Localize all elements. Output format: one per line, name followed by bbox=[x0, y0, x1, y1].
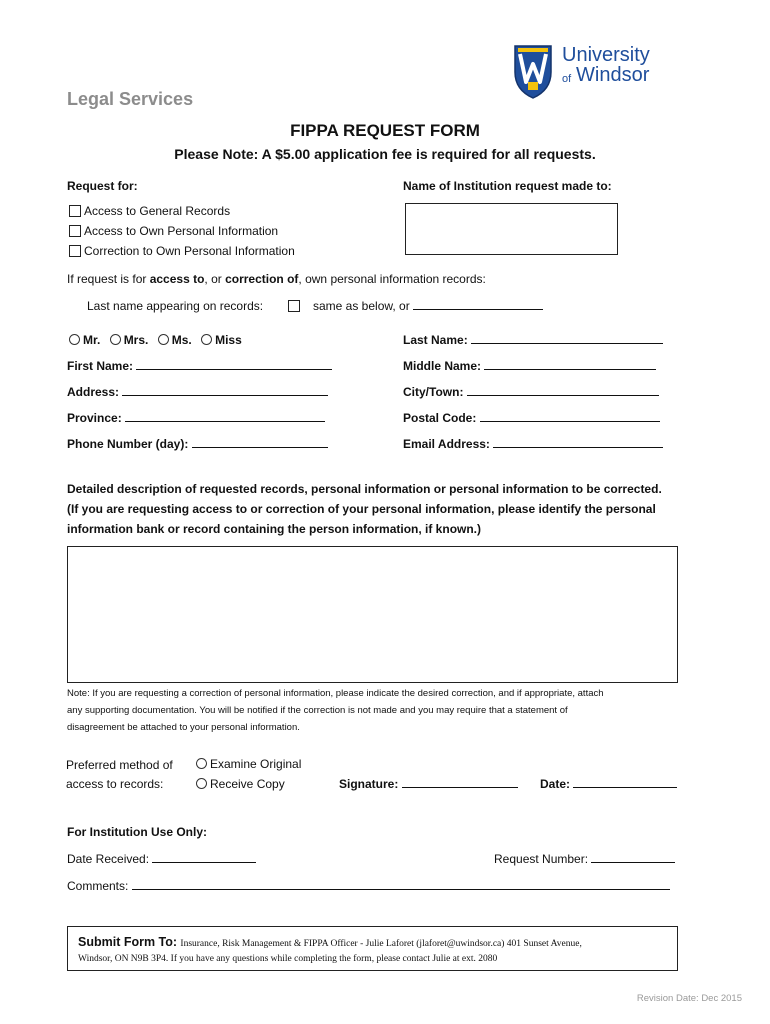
radio-examine-original[interactable] bbox=[196, 758, 207, 769]
intro-text-3: , own personal information records: bbox=[298, 272, 486, 286]
postal-label: Postal Code: bbox=[403, 411, 477, 425]
middle-name-input[interactable] bbox=[484, 359, 656, 370]
first-name-field bbox=[67, 359, 332, 373]
checkbox-general-records[interactable] bbox=[69, 205, 81, 217]
receive-copy-label: Receive Copy bbox=[210, 777, 285, 791]
note-line-1: Note: If you are requesting a correction of personal information, please indicate the desired correction, and if appropriate, attach bbox=[67, 688, 604, 699]
option-own-label: Access to Own Personal Information bbox=[84, 224, 279, 238]
request-option-own[interactable] bbox=[69, 224, 278, 238]
email-label: Email Address: bbox=[403, 437, 490, 451]
same-as-below-checkbox[interactable] bbox=[288, 300, 300, 312]
title-mrs[interactable] bbox=[110, 333, 149, 347]
description-line-2: (If you are requesting access to or correction of your personal information, please identify the personal bbox=[67, 502, 656, 516]
address-label: Address: bbox=[67, 385, 120, 399]
request-option-correction[interactable] bbox=[69, 244, 295, 258]
city-label: City/Town: bbox=[403, 385, 464, 399]
province-field bbox=[67, 411, 325, 425]
first-name-label: First Name: bbox=[67, 359, 134, 373]
radio-miss[interactable] bbox=[201, 334, 212, 345]
signature-field bbox=[339, 777, 518, 791]
revision-date: Revision Date: Dec 2015 bbox=[636, 993, 742, 1004]
title-miss[interactable] bbox=[201, 333, 242, 347]
phone-field bbox=[67, 437, 328, 451]
phone-label: Phone Number (day): bbox=[67, 437, 189, 451]
request-number-label: Request Number: bbox=[494, 852, 589, 866]
university-logo bbox=[512, 42, 652, 100]
submit-address-1: Insurance, Risk Management & FIPPA Officer - Julie Laforet (jlaforet@uwindsor.ca) 401 Sunset Avenue, bbox=[180, 939, 582, 949]
option-general-label: Access to General Records bbox=[84, 204, 231, 218]
fee-note: Please Note: A $5.00 application fee is required for all requests. bbox=[174, 146, 596, 162]
submit-label: Submit Form To: bbox=[78, 935, 178, 949]
request-option-general[interactable] bbox=[69, 204, 230, 218]
university-crest-icon bbox=[512, 42, 554, 100]
date-input[interactable] bbox=[573, 777, 677, 788]
city-input[interactable] bbox=[467, 385, 659, 396]
comments-input[interactable] bbox=[132, 879, 670, 890]
signature-input[interactable] bbox=[402, 777, 518, 788]
first-name-input[interactable] bbox=[136, 359, 332, 370]
description-line-3: information bank or record containing the person information, if known.) bbox=[67, 522, 482, 536]
radio-mrs[interactable] bbox=[110, 334, 121, 345]
province-label: Province: bbox=[67, 411, 122, 425]
submit-line-2: Windsor, ON N9B 3P4. If you have any questions while completing the form, please contact Julie at ext. 2080 bbox=[78, 954, 498, 964]
radio-receive-copy[interactable] bbox=[196, 778, 207, 789]
institution-use-title: For Institution Use Only: bbox=[67, 825, 207, 839]
request-number-input[interactable] bbox=[591, 852, 675, 863]
date-received-input[interactable] bbox=[152, 852, 256, 863]
postal-input[interactable] bbox=[480, 411, 660, 422]
form-title: FIPPA REQUEST FORM bbox=[290, 121, 480, 140]
radio-mr[interactable] bbox=[69, 334, 80, 345]
date-field bbox=[540, 777, 677, 791]
checkbox-correction[interactable] bbox=[69, 245, 81, 257]
address-field bbox=[67, 385, 328, 399]
access-option-examine[interactable] bbox=[196, 757, 301, 771]
intro-text-1: If request is for bbox=[67, 272, 150, 286]
same-as-below-label: same as below, or bbox=[313, 299, 410, 313]
date-received-label: Date Received: bbox=[67, 852, 150, 866]
radio-ms[interactable] bbox=[158, 334, 169, 345]
access-method-label-2: access to records: bbox=[66, 777, 164, 791]
institution-input[interactable] bbox=[405, 203, 618, 255]
department-title: Legal Services bbox=[67, 89, 194, 109]
province-input[interactable] bbox=[125, 411, 325, 422]
logo-of-text: of bbox=[562, 73, 572, 85]
option-correction-label: Correction to Own Personal Information bbox=[84, 244, 295, 258]
request-for-label: Request for: bbox=[67, 179, 138, 193]
access-method-label-1: Preferred method of bbox=[66, 758, 173, 772]
title-options bbox=[69, 333, 242, 347]
date-received-field bbox=[67, 852, 256, 866]
note-line-3: disagreement be attached to your personal information. bbox=[67, 722, 300, 733]
personal-info-intro bbox=[67, 272, 486, 286]
request-number-field bbox=[494, 852, 675, 866]
address-input[interactable] bbox=[122, 385, 328, 396]
comments-label: Comments: bbox=[67, 879, 129, 893]
note-line-2: any supporting documentation. You will be notified if the correction is not made and you may require that a statement of bbox=[67, 705, 568, 716]
submit-line-1 bbox=[78, 935, 582, 949]
institution-label: Name of Institution request made to: bbox=[403, 179, 612, 193]
email-field bbox=[403, 437, 663, 451]
city-field bbox=[403, 385, 659, 399]
description-line-1: Detailed description of requested records, personal information or personal information to be corrected. bbox=[67, 482, 662, 496]
title-mrs-label: Mrs. bbox=[123, 333, 149, 347]
title-ms[interactable] bbox=[158, 333, 192, 347]
logo-windsor-text: Windsor bbox=[576, 64, 650, 86]
intro-text-2: , or bbox=[204, 272, 226, 286]
title-mr[interactable] bbox=[69, 333, 100, 347]
last-name-records-label: Last name appearing on records: bbox=[87, 299, 264, 313]
intro-correction-of: correction of bbox=[225, 272, 299, 286]
last-name-input[interactable] bbox=[471, 333, 663, 344]
submit-box bbox=[67, 926, 678, 971]
email-input[interactable] bbox=[493, 437, 663, 448]
intro-access-to: access to bbox=[149, 272, 205, 286]
signature-label: Signature: bbox=[339, 777, 399, 791]
title-miss-label: Miss bbox=[215, 333, 242, 347]
access-option-copy[interactable] bbox=[196, 777, 285, 791]
comments-field bbox=[67, 879, 670, 893]
last-name-records-input[interactable] bbox=[413, 299, 543, 310]
middle-name-label: Middle Name: bbox=[403, 359, 482, 373]
last-name-label: Last Name: bbox=[403, 333, 468, 347]
postal-field bbox=[403, 411, 660, 425]
logo-university-text: University bbox=[562, 44, 650, 66]
title-ms-label: Ms. bbox=[171, 333, 192, 347]
phone-input[interactable] bbox=[192, 437, 328, 448]
middle-name-field bbox=[403, 359, 656, 373]
examine-original-label: Examine Original bbox=[210, 757, 302, 771]
last-name-field bbox=[403, 333, 663, 347]
description-textarea[interactable] bbox=[67, 546, 678, 683]
title-mr-label: Mr. bbox=[83, 333, 101, 347]
same-as-below-row bbox=[313, 299, 543, 313]
date-label: Date: bbox=[540, 777, 571, 791]
checkbox-own-info[interactable] bbox=[69, 225, 81, 237]
